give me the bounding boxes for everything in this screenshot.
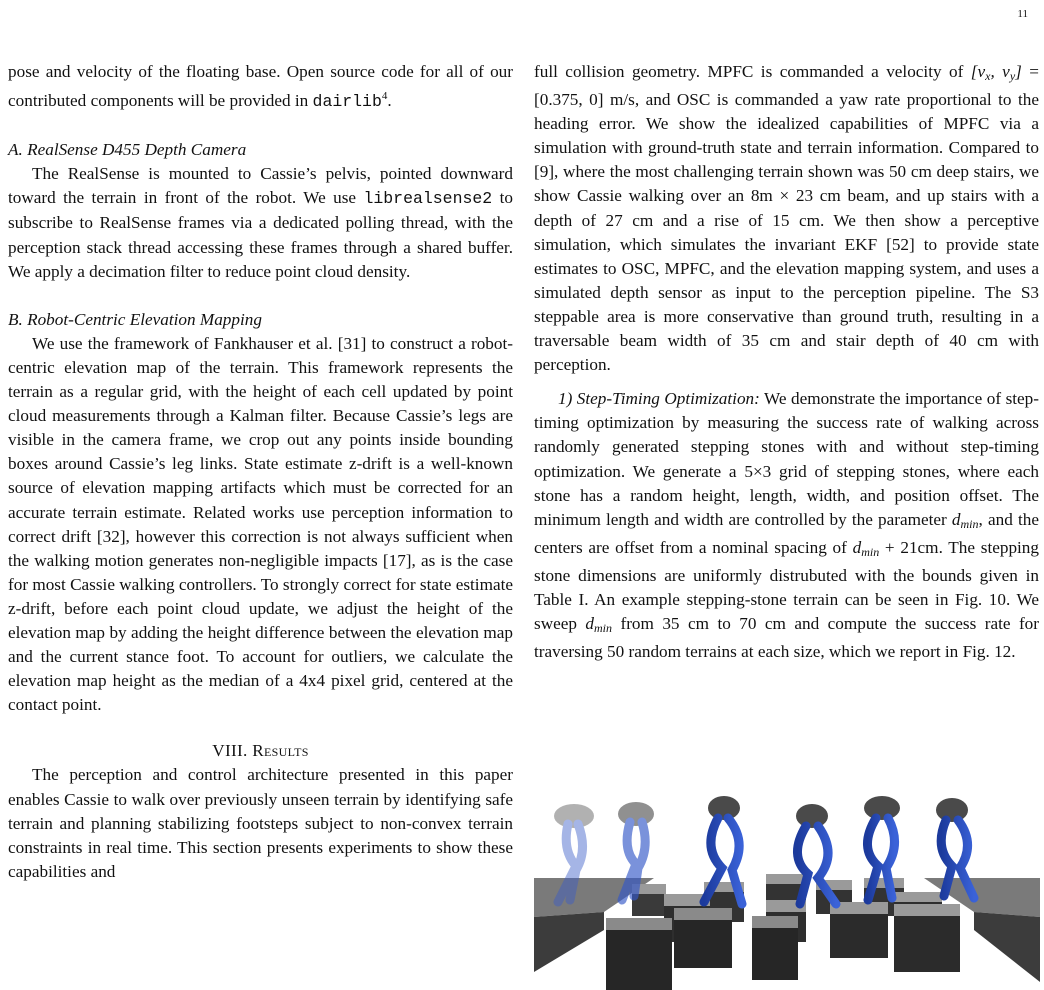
velocity-value: [0.375, 0]	[534, 90, 604, 110]
right-column	[534, 60, 1039, 664]
stepping-stones-figure	[534, 792, 1040, 990]
footnote-mark: 4	[381, 90, 388, 103]
elevation-mapping-paragraph: We use the framework of Fankhauser et al. [31] to construct a robot-centric elevation map of the terrain. This framework represents the terrain as a regular grid, with the height of each cell updated by point cloud measurements through a Kalman filter. Because Cassie’s legs are visible in the camera frame, we crop out any points inside bounding boxes around Cassie’s leg links. State estimate z-drift is a well-known source of elevation mapping artifacts which must be corrected for an accurate terrain estimate. Related works use perception information to correct drift [32], however this correction is not always sufficient when the walking motion generates non-negligible impacts [17], as is the case for most Cassie walking controllers. To strongly correct for state estimate z-drift, before each point cloud update, we adjust the height of the elevation map by adding the height difference between the elevation map and the current stance foot. To account for outliers, we calculate the elevation map height as the median of a 4x4 pixel grid, centered at the contact point.	[8, 333, 513, 715]
code-librealsense2: librealsense2	[363, 189, 493, 209]
left-column	[8, 60, 513, 884]
realsense-paragraph: The RealSense is mounted to Cassie’s pelvis, pointed downward toward the terrain in front of the robot. We use librealsense2 to subscribe to RealSense frames via a dedicated polling thread, with the perception stack thread accessing these frames through a shared buffer. We apply a decimation filter to reduce point cloud density.	[8, 164, 513, 281]
step-timing-paragraph: 1) Step-Timing Optimization: We demonstrate the importance of step-timing optimization by measuring the success rate of walking across randomly generated stepping stones with and without step-timing optimization. We generate a 5×3 grid of stepping stones, where each stone has a random height, length, width, and position offset. The minimum length and width are controlled by the parameter $d_{min}$, and the centers are offset from a nominal spacing of $d_{min} + 21cm$. The stepping stone dimensions are uniformly distrubuted with the bounds given in Table I. An example stepping-stone terrain can be seen in Fig. 10. We sweep $d_{min}$ from 35 cm to 70 cm and compute the success rate for traversing 50 random terrains at each size, which we report in Fig. 12.	[534, 389, 1040, 662]
d-min-symbol: $d_{min}$	[951, 509, 979, 531]
grid-size: 5×3	[744, 461, 772, 481]
stepping-stones-render	[534, 792, 1040, 990]
code-dairlib: dairlib	[312, 92, 382, 112]
subsection-realsense-title: A. RealSense D455 Depth Camera	[8, 140, 247, 160]
subsection-elevation-mapping-title: B. Robot-Centric Elevation Mapping	[8, 309, 262, 329]
velocity-vector: [$v_x$, $v_y$]	[970, 62, 1022, 83]
d-min-symbol: $d_{min}$	[585, 614, 613, 636]
subsection-step-timing-title: 1) Step-Timing Optimization:	[558, 389, 760, 409]
section-results-title: VIII. Results	[212, 741, 309, 761]
page-number: 11	[1017, 8, 1028, 20]
simulation-paragraph: full collision geometry. MPFC is commanded a velocity of [$v_x$, $v_y] = [0.375$, 0] m/s, and OSC is commanded a yaw rate proportional to the heading error. We show the idealized capabilities of MPFC via a simulation with ground-truth state and terrain information. Compared to [9], where the most challenging terrain shown was 50 cm deep stairs, we show Cassie walking over an 8m × 23 cm beam, and up stairs with a depth of 27 cm and a rise of 15 cm. We then show a perceptive simulation, which simulates the invariant EKF [52] to provide state estimates to OSC, MPFC, and the elevation mapping system, and uses a simulated depth sensor as input to the perception pipeline. The S3 steppable area is more conservative than ground truth, resulting in a traversable beam width of 35 cm and stair depth of 40 cm with perception.	[534, 62, 1039, 375]
stepping-stones	[606, 874, 960, 990]
d-min-symbol: $d_{min}$	[852, 537, 880, 559]
results-paragraph: The perception and control architecture presented in this paper enables Cassie to walk over previously unseen terrain by identifying safe terrain and planning stabilizing footsteps subject to non-convex terrain constraints in real time. This section presents experiments to show these capabilities and	[8, 765, 513, 881]
intro-paragraph: pose and velocity of the floating base. Open source code for all of our contributed components will be provided in dairlib$^4$.	[8, 62, 513, 112]
